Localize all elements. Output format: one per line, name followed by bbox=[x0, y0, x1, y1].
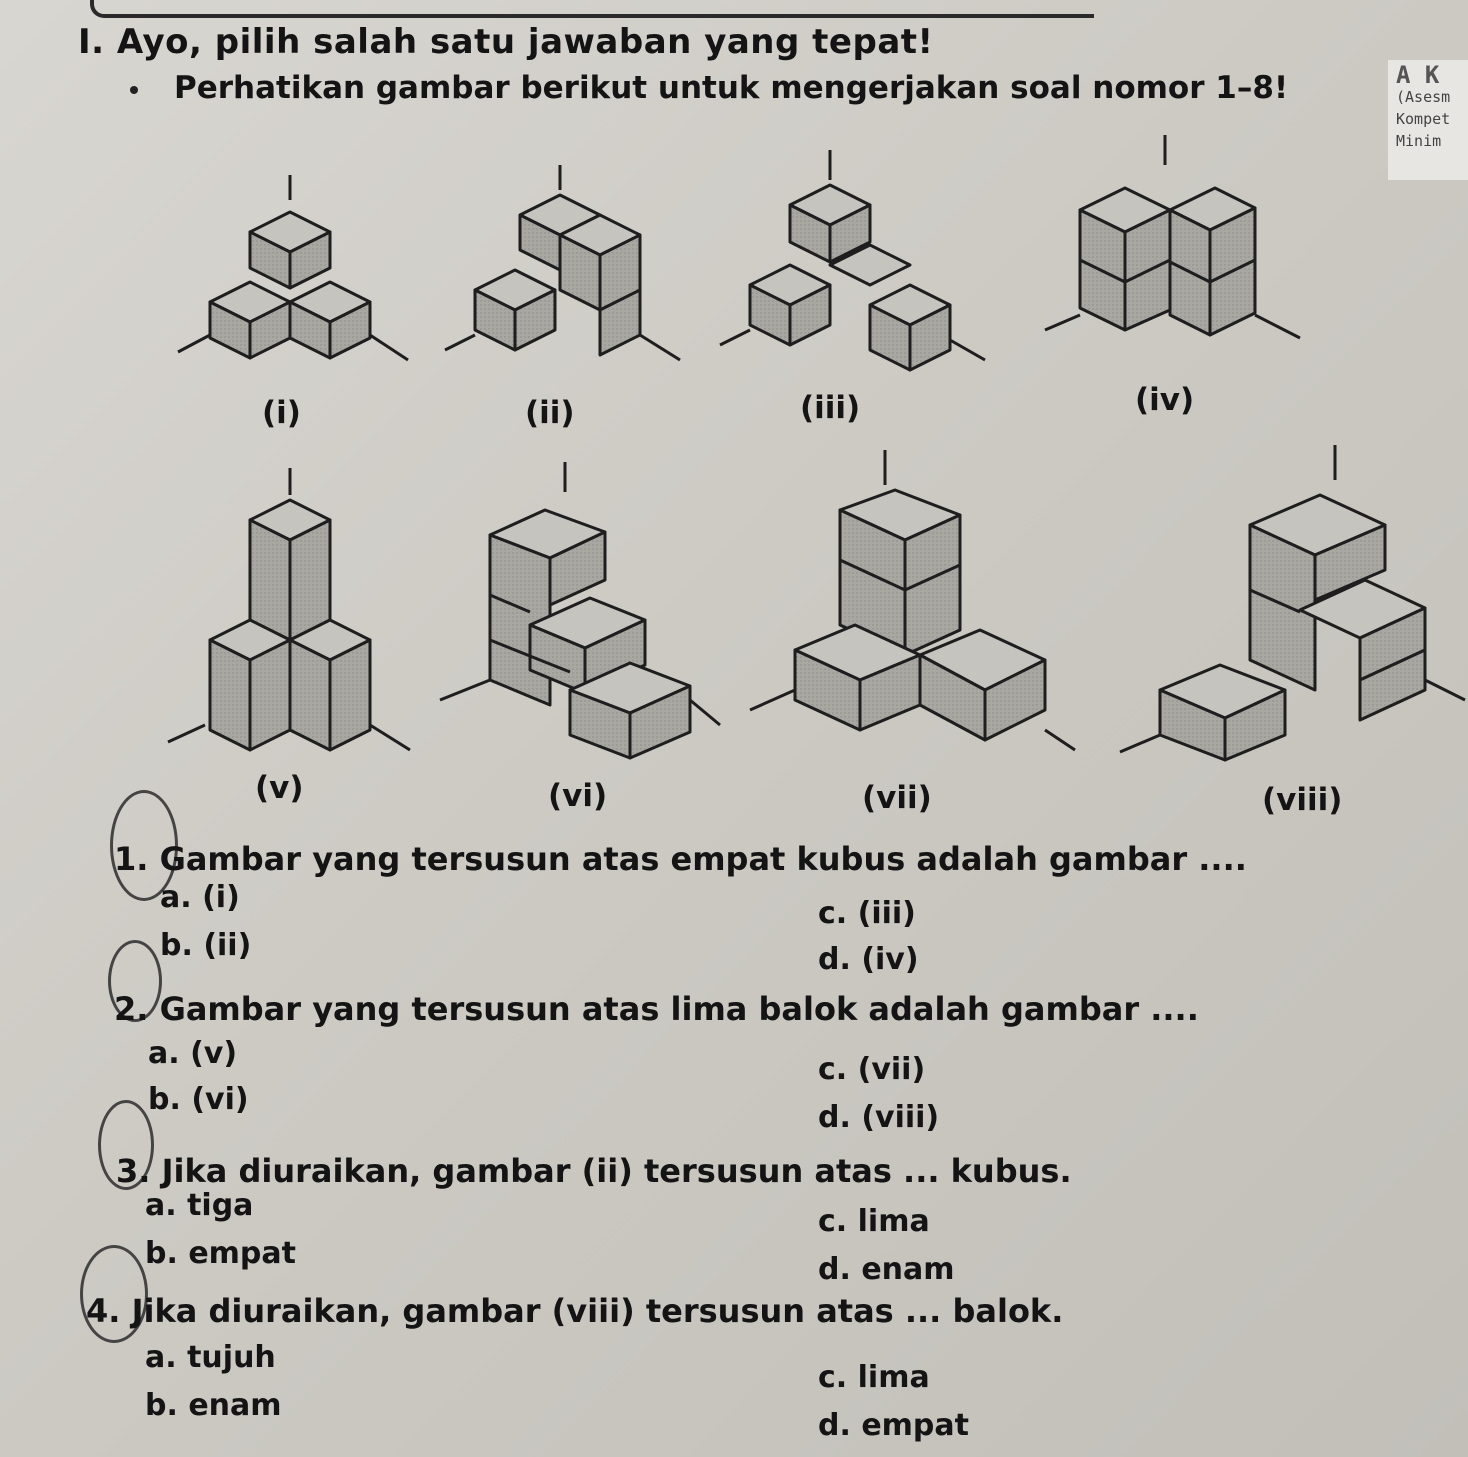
figure-vi bbox=[440, 462, 720, 758]
question-text: Gambar yang tersusun atas empat kubus adalah gambar .... bbox=[159, 840, 1247, 878]
option-c[interactable]: c. (vii) bbox=[818, 1052, 926, 1087]
figure-viii bbox=[1120, 445, 1465, 760]
question-number: 3. bbox=[116, 1152, 151, 1190]
instruction-text: Perhatikan gambar berikut untuk mengerjakan soal nomor 1–8! bbox=[174, 70, 1289, 106]
option-a[interactable]: a. tiga bbox=[145, 1188, 254, 1223]
figure-iii bbox=[720, 150, 985, 370]
badge-line: Kompet bbox=[1396, 110, 1451, 128]
figure-vii bbox=[750, 450, 1075, 750]
figure-label: (ii) bbox=[525, 395, 575, 431]
option-a[interactable]: a. (i) bbox=[160, 880, 240, 915]
figure-label: (vi) bbox=[548, 778, 608, 814]
figure-v bbox=[168, 468, 410, 750]
question-1 bbox=[114, 840, 1247, 878]
figure-ii bbox=[445, 165, 680, 360]
option-d[interactable]: d. empat bbox=[818, 1408, 969, 1443]
figure-i bbox=[178, 175, 408, 360]
option-b[interactable]: b. empat bbox=[145, 1236, 296, 1271]
option-b[interactable]: b. (ii) bbox=[160, 928, 252, 963]
option-a[interactable]: a. (v) bbox=[148, 1036, 238, 1071]
option-d[interactable]: d. enam bbox=[818, 1252, 955, 1287]
figure-label: (i) bbox=[262, 395, 301, 431]
section-title: I. Ayo, pilih salah satu jawaban yang tepat! bbox=[78, 22, 934, 62]
figure-label: (v) bbox=[255, 770, 304, 806]
question-text: Jika diuraikan, gambar (ii) tersusun atas ... kubus. bbox=[161, 1152, 1072, 1190]
option-d[interactable]: d. (viii) bbox=[818, 1100, 940, 1135]
question-2 bbox=[114, 990, 1199, 1028]
option-d[interactable]: d. (iv) bbox=[818, 942, 919, 977]
option-b[interactable]: b. enam bbox=[145, 1388, 282, 1423]
question-text: Gambar yang tersusun atas lima balok adalah gambar .... bbox=[159, 990, 1199, 1028]
figure-label: (iv) bbox=[1135, 382, 1195, 418]
question-number: 1. bbox=[114, 840, 149, 878]
figure-label: (iii) bbox=[800, 390, 861, 426]
figure-label: (vii) bbox=[862, 780, 932, 816]
option-c[interactable]: c. lima bbox=[818, 1204, 930, 1239]
option-a[interactable]: a. tujuh bbox=[145, 1340, 276, 1375]
option-b[interactable]: b. (vi) bbox=[148, 1082, 249, 1117]
figure-iv bbox=[1045, 135, 1300, 338]
question-number: 4. bbox=[86, 1292, 121, 1330]
question-4 bbox=[86, 1292, 1063, 1330]
option-c[interactable]: c. (iii) bbox=[818, 896, 916, 931]
question-3 bbox=[116, 1152, 1072, 1190]
option-c[interactable]: c. lima bbox=[818, 1360, 930, 1395]
figure-label: (viii) bbox=[1262, 782, 1343, 818]
question-text: Jika diuraikan, gambar (viii) tersusun atas ... balok. bbox=[131, 1292, 1064, 1330]
badge-line: Minim bbox=[1396, 132, 1442, 150]
badge-line: A K bbox=[1396, 61, 1440, 89]
question-number: 2. bbox=[114, 990, 149, 1028]
badge-line: (Asesm bbox=[1396, 88, 1451, 106]
